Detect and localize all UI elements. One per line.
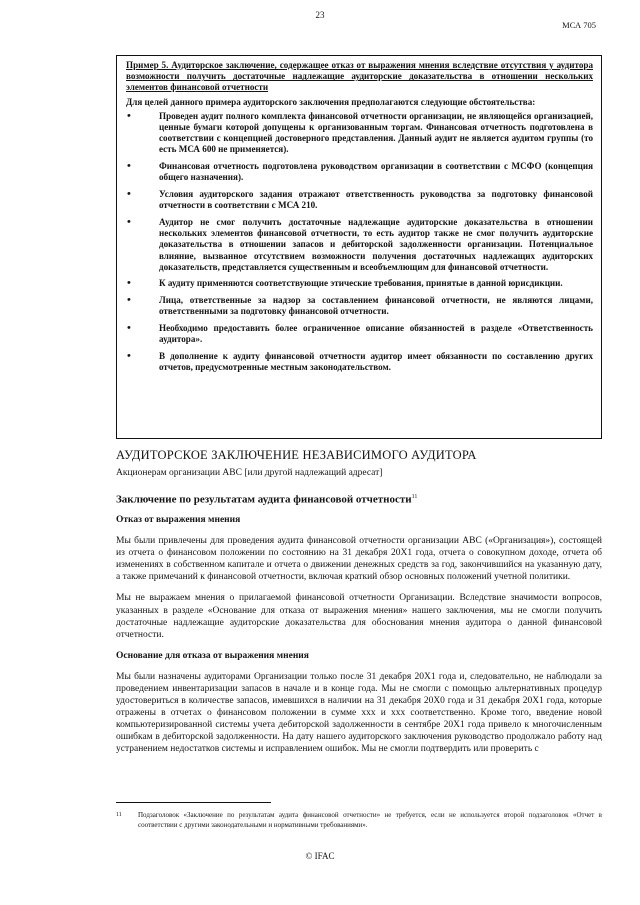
example-box — [116, 55, 602, 439]
list-item: • Условия аудиторского задания отражают ответственность руководства за подготовку финансовой отчетности в соответствии с МСА 210. — [126, 189, 593, 211]
footnote-text: Подзаголовок «Заключение по результатам аудита финансовой отчетности» не требуется, если не используется второй подзаголовок «Отчет в соответствии с другими законодательными и нормативными требованиями». — [138, 811, 602, 829]
addressee: Акционерам организации АВС [или другой надлежащий адресат] — [116, 468, 383, 479]
list-item: • Необходимо предоставить более ограниченное описание обязанностей в разделе «Ответственность аудитора». — [126, 323, 593, 345]
disclaimer-paragraph: Мы не выражаем мнения о прилагаемой финансовой отчетности Организации. Вследствие значимости вопросов, указанных в разделе «Основание для отказа от выражения мнения» нашего заключения, мы не смогли получить достаточные надлежащие аудиторские доказательства для обоснования мнения аудитора о данной финансовой отчетности. — [116, 593, 602, 640]
footnote-number: 11 — [116, 812, 122, 818]
basis-paragraph: Мы были назначены аудиторами Организации только после 31 декабря 20X1 года и, следовательно, не наблюдали за проведением инвентаризации запасов в начале и в конце года. Мы не смогли с помощью альтернативных процедур удостовериться в количестве запасов, имевшихся в наличии на 31 декабря 20X0 года и 31 декабря 20X1 года, которые отражены в отчетах о финансовом положении в сумме xxx и xxx соответственно. Кроме того, введение новой компьютеризированной системы учета дебиторской задолженности в сентябре 20X1 года привело к многочисленным ошибкам в дебиторской задолженности. На дату нашего аудиторского заключения руководство продолжало работу над устранением недостатков системы и исправлением ошибок. Мы не смогли подтвердить или проверить с — [116, 671, 602, 755]
list-item: • К аудиту применяются соответствующие этические требования, принятые в данной юрисдикции. — [126, 278, 593, 289]
disclaimer-heading: Отказ от выражения мнения — [116, 514, 241, 525]
footnote-divider — [116, 802, 271, 803]
section-title-text: Заключение по результатам аудита финансовой отчетности — [116, 493, 412, 506]
footnote-ref: 11 — [411, 494, 418, 501]
example-title: Пример 5. Аудиторское заключение, содержащее отказ от выражения мнения вследствие отсутствия у аудитора возможности получить достаточные надлежащие аудиторские доказательства в отношении нескольких элементов финансовой отчетности — [126, 60, 593, 93]
copyright-footer: © IFAC — [305, 851, 335, 861]
report-heading: АУДИТОРСКОЕ ЗАКЛЮЧЕНИЕ НЕЗАВИСИМОГО АУДИТОРА — [116, 448, 477, 462]
example-intro: Для целей данного примера аудиторского заключения предполагаются следующие обстоятельства: — [126, 96, 536, 107]
standard-reference: МСА 705 — [562, 20, 596, 30]
list-item: • Лица, ответственные за надзор за составлением финансовой отчетности, не являются лицами, ответственными за подготовку финансовой отчетности. — [126, 295, 593, 317]
list-item: • Проведен аудит полного комплекта финансовой отчетности организации, не являющейся организацией, ценные бумаги которой допущены к организованным торгам. Финансовая отчетность подготовлена в соответствии с концепцией достоверного представления. Данный аудит не является аудитом группы (то есть МСА 600 не применяется). — [126, 111, 593, 156]
footnote — [116, 810, 602, 830]
list-item: • Аудитор не смог получить достаточные надлежащие аудиторские доказательства в отношении нескольких элементов финансовой отчетности, то есть аудитор также не смог получить аудиторские доказательства в отношении запасов и дебиторской задолженности организации. Потенциальное влияние, вызванное отсутствием возможности получения достаточных надлежащих аудиторских доказательств, представляется существенным и всеобъемлющим для финансовой отчетности. — [126, 217, 593, 273]
circumstances-list — [126, 111, 593, 374]
section-title — [116, 491, 602, 506]
disclaimer-paragraph: Мы были привлечены для проведения аудита финансовой отчетности организации АВС («Организация»), состоящей из отчета о финансовом положении по состоянию на 31 декабря 20X1 года, отчета о совокупном доходе, отчета об изменениях в собственном капитале и отчета о движении денежных средств за год, закончившийся на указанную дату, а также примечаний к финансовой отчетности, включая краткий обзор основных положений учетной политики. — [116, 536, 602, 583]
report-body — [116, 449, 602, 765]
page-number: 23 — [315, 10, 325, 20]
list-item: • Финансовая отчетность подготовлена руководством организации в соответствии с МСФО (концепция общего назначения). — [126, 161, 593, 183]
basis-heading: Основание для отказа от выражения мнения — [116, 650, 309, 661]
list-item: • В дополнение к аудиту финансовой отчетности аудитор имеет обязанности по составлению других отчетов, предусмотренные местным законодательством. — [126, 351, 593, 373]
